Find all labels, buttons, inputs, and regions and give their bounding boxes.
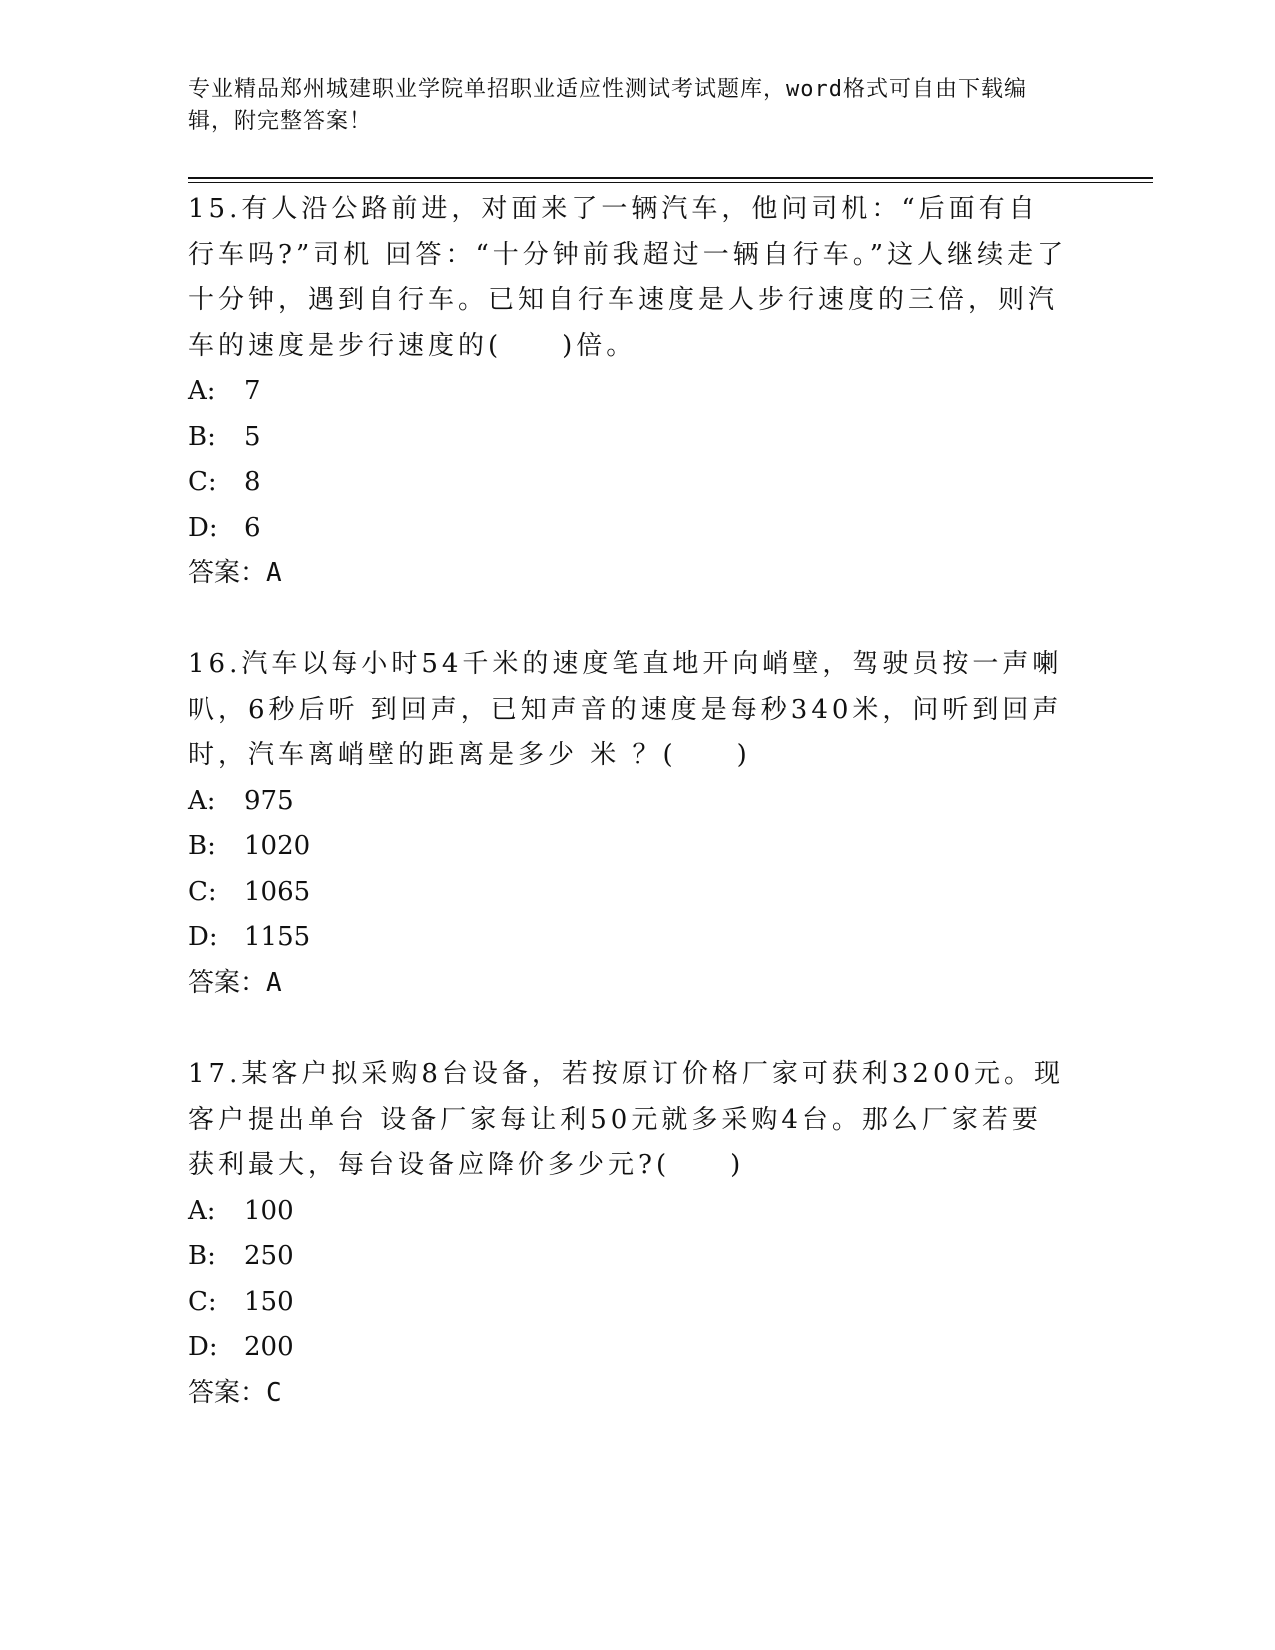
question-text: 15.有人沿公路前进，对面来了一辆汽车，他问司机：“后面有自行车吗?”司机 回答：“十分钟前我超过一辆自行车。”这人继续走了十分钟，遇到自行车。已知自行车速度是人步行速度的三倍，则汽车的速度是步行速度的( )倍。 bbox=[188, 194, 1068, 361]
question-17 bbox=[188, 1052, 1068, 1416]
option-c bbox=[188, 1280, 1068, 1326]
option-b bbox=[188, 824, 1068, 870]
question-15 bbox=[188, 187, 1068, 597]
option-value: 1065 bbox=[244, 876, 311, 907]
option-c bbox=[188, 870, 1068, 916]
answer-line bbox=[188, 551, 1068, 597]
option-letter: D: bbox=[188, 922, 218, 952]
option-letter: C: bbox=[188, 467, 217, 497]
option-value: 100 bbox=[244, 1195, 294, 1226]
header-divider-thick bbox=[188, 177, 1153, 179]
option-letter: C: bbox=[188, 1286, 217, 1317]
answer-value: A bbox=[266, 967, 282, 998]
question-16 bbox=[188, 642, 1068, 1006]
options-list bbox=[188, 369, 1068, 551]
answer-line bbox=[188, 1371, 1068, 1417]
answer-value: A bbox=[266, 558, 282, 588]
option-value: 5 bbox=[244, 421, 261, 452]
options-list bbox=[188, 1189, 1068, 1371]
option-letter: B: bbox=[188, 421, 216, 452]
option-value: 1155 bbox=[244, 922, 311, 952]
option-a bbox=[188, 779, 1068, 825]
option-value: 150 bbox=[244, 1286, 294, 1317]
page-header: 专业精品郑州城建职业学院单招职业适应性测试考试题库，word格式可自由下载编辑，附完整答案！ bbox=[188, 77, 1027, 134]
option-letter: A: bbox=[188, 1195, 216, 1226]
option-b bbox=[188, 1234, 1068, 1280]
answer-label: 答案： bbox=[188, 558, 267, 588]
option-a bbox=[188, 369, 1068, 415]
option-value: 975 bbox=[244, 785, 294, 816]
question-text: 17.某客户拟采购8台设备，若按原订价格厂家可获利3200元。现客户提出单台 设备厂家每让利50元就多采购4台。那么厂家若要获利最大，每台设备应降价多少元?( ) bbox=[188, 1059, 1065, 1180]
option-d bbox=[188, 506, 1068, 552]
answer-label: 答案： bbox=[188, 1377, 267, 1408]
option-letter: A: bbox=[188, 785, 216, 816]
option-value: 1020 bbox=[244, 831, 311, 861]
option-d bbox=[188, 1325, 1068, 1371]
header-divider-thin bbox=[188, 182, 1153, 183]
question-text: 16.汽车以每小时54千米的速度笔直地开向峭壁，驾驶员按一声喇叭，6秒后听 到回声，已知声音的速度是每秒340米，问听到回声时，汽车离峭壁的距离是多少 米 ？( ) bbox=[188, 649, 1063, 770]
option-letter: B: bbox=[188, 831, 216, 861]
option-letter: C: bbox=[188, 876, 217, 907]
option-value: 200 bbox=[244, 1332, 294, 1362]
option-c bbox=[188, 460, 1068, 506]
option-letter: B: bbox=[188, 1241, 216, 1271]
option-letter: D: bbox=[188, 512, 218, 543]
answer-label: 答案： bbox=[188, 967, 267, 998]
option-value: 7 bbox=[244, 376, 261, 406]
option-d bbox=[188, 915, 1068, 961]
option-value: 250 bbox=[244, 1241, 294, 1271]
option-letter: A: bbox=[188, 376, 216, 406]
option-b bbox=[188, 415, 1068, 461]
answer-line bbox=[188, 961, 1068, 1007]
option-value: 6 bbox=[244, 512, 261, 543]
option-value: 8 bbox=[244, 467, 261, 497]
answer-value: C bbox=[266, 1377, 282, 1408]
options-list bbox=[188, 779, 1068, 961]
option-a bbox=[188, 1189, 1068, 1235]
option-letter: D: bbox=[188, 1332, 218, 1362]
